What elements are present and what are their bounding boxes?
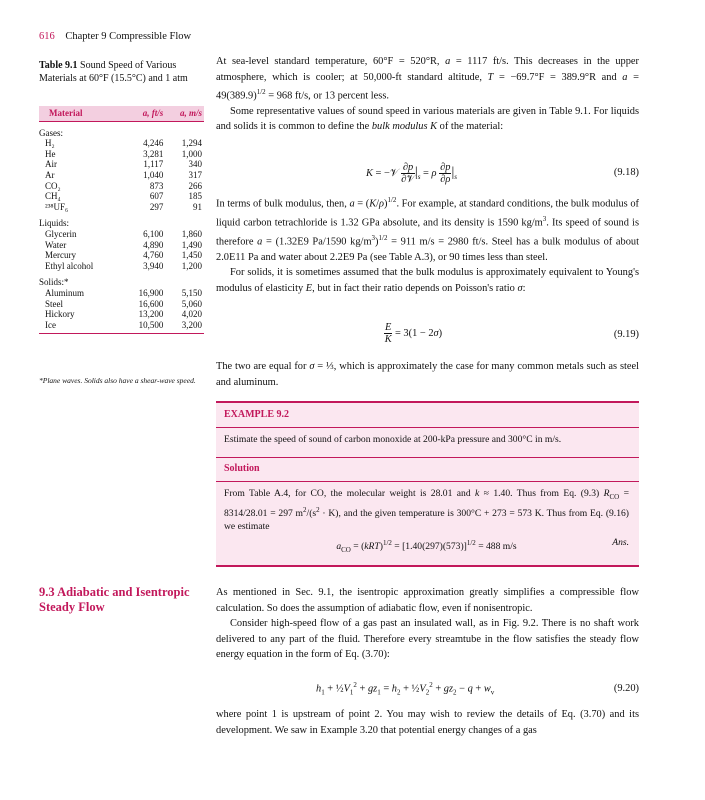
material-name: H₂ — [45, 138, 55, 149]
speed-ft-s: 4,760 — [143, 250, 164, 261]
material-name: Hickory — [45, 309, 75, 320]
speed-m-s: 185 — [188, 191, 202, 202]
para-5: The two are equal for σ = ⅓, which is approximately the case for many common metals such as steel and aluminum. — [216, 361, 639, 388]
paragraph-8 — [216, 707, 639, 738]
table-row — [39, 149, 204, 160]
table-row — [39, 320, 204, 334]
example-label-rule — [216, 427, 639, 428]
material-name: Aluminum — [45, 287, 85, 298]
speed-ft-s: 1,117 — [143, 159, 164, 170]
speed-m-s: 1,294 — [181, 138, 202, 149]
group-label: Solids:* — [39, 277, 69, 288]
group-label: Liquids: — [39, 218, 70, 229]
paragraph-1 — [216, 54, 639, 135]
table-row — [39, 240, 204, 251]
speed-m-s: 266 — [188, 180, 202, 191]
solution-label-rule — [216, 481, 639, 482]
section-title: Adiabatic and Isentropic Steady Flow — [39, 585, 190, 614]
table-row — [39, 159, 204, 170]
speed-m-s: 1,490 — [181, 239, 202, 250]
speed-m-s: 5,060 — [181, 298, 202, 309]
equation-9-20: $h_1$ + $\frac{1}{2}V_1^2 + gz_1 = h_2$ + $\frac{1}{2}V_2^2 + gz_2 - q + w_v$ (9.20) — [316, 681, 639, 697]
eq-9-18-number: (9.18) — [613, 167, 639, 178]
speed-ft-s: 1,040 — [143, 169, 164, 180]
speed-m-s: 1,860 — [181, 228, 202, 239]
paragraph-6 — [216, 585, 639, 663]
para-8: where point 1 is upstream of point 2. You may wish to review the details of Eq. (3.70) and its development. We saw in Example 3.20 that potential energy changes of a gas — [216, 709, 639, 736]
table-row — [39, 170, 204, 181]
speed-m-s: 340 — [188, 159, 202, 170]
material-name: CO₂ — [45, 180, 61, 191]
material-name: Ar — [45, 169, 55, 180]
col-m-s: a, m/s — [165, 106, 204, 121]
speed-ft-s: 297 — [149, 201, 164, 212]
table-footnote: *Plane waves. Solids also have a shear-wave speed. — [39, 376, 196, 385]
speed-m-s: 5,150 — [181, 287, 202, 298]
speed-ft-s: 3,281 — [143, 148, 164, 159]
speed-m-s: 91 — [193, 201, 202, 212]
answer-mark: Ans. — [612, 537, 629, 548]
sound-speed-table — [39, 106, 204, 334]
speed-m-s: 1,000 — [181, 148, 202, 159]
table-group-row — [39, 121, 204, 138]
material-name: Ice — [39, 320, 123, 334]
table-row — [39, 138, 204, 149]
speed-ft-s: 873 — [149, 180, 164, 191]
para-3: In terms of bulk modulus, then, $a = (K/\rho)^{1/2}$. For example, at standard conditions, the bulk modulus of liquid carbon tetrachloride is 1.32 GPa absolute, and its density is 1590 $kg/m^3$. Its speed of sound is therefore a = (1.32E9 Pa/1590 $kg/m^3)^{1/2} = 911$ m/s = 2980 ft/s. Steel has a bulk modulus of about 2.0E11 Pa and water about 2.2E9 Pa (see Table A.3), or 90 times less than steel. — [216, 196, 640, 263]
table-row — [39, 191, 204, 202]
material-name: Air — [45, 159, 57, 170]
paragraph-3 — [216, 193, 639, 296]
table-header-row — [39, 106, 204, 121]
speed-ft-s: 10,500 — [123, 320, 166, 334]
material-name: Steel — [45, 298, 63, 309]
col-ft-s: a, ft/s — [123, 106, 166, 121]
para-2: Some representative values of sound speed in various materials are given in Table 9.1. For liquids and solids it is common to define the bulk modulus K of the material: — [216, 105, 639, 133]
section-heading — [39, 585, 199, 615]
solution-label: Solution — [224, 463, 260, 474]
example-top-rule — [216, 401, 639, 403]
table-caption — [39, 60, 204, 85]
table-row — [39, 309, 204, 320]
table-row — [39, 250, 204, 261]
page-number: 616 — [39, 31, 55, 42]
speed-ft-s: 4,246 — [143, 138, 164, 149]
table-caption-text: Sound Speed of Various Materials at 60°F (15.5°C) and 1 atm — [39, 60, 188, 84]
chapter-title: Chapter 9 Compressible Flow — [65, 31, 192, 42]
para-7: Consider high-speed flow of a gas past an insulated wall, as in Fig. 9.2. There is no shaft work delivered to any part of the fluid. Therefore every streamtube in the flow satisfies the steady flow energy equation in the form of Eq. (3.70): — [216, 618, 639, 660]
speed-m-s: 3,200 — [165, 320, 204, 334]
table-row — [39, 261, 204, 272]
table-row — [39, 181, 204, 192]
speed-m-s: 1,450 — [181, 250, 202, 261]
eq-9-20-number: (9.20) — [613, 683, 639, 694]
example-bottom-rule — [216, 565, 639, 567]
material-name: ²³⁸UF₆ — [45, 201, 69, 212]
table-row — [39, 288, 204, 299]
material-name: Mercury — [45, 250, 76, 261]
example-box — [216, 401, 639, 567]
example-label: EXAMPLE 9.2 — [224, 409, 289, 420]
speed-m-s: 1,200 — [181, 260, 202, 271]
table-group-row — [39, 212, 204, 229]
material-name: CH₄ — [45, 191, 61, 202]
para-4: For solids, it is sometimes assumed that the bulk modulus is approximately equivalent to Young's modulus of elasticity E, but in fact their ratio depends on Poisson's ratio σ: — [216, 267, 639, 294]
table-group-row — [39, 271, 204, 288]
speed-m-s: 317 — [188, 169, 202, 180]
table-row — [39, 229, 204, 240]
solution-top-rule — [216, 457, 639, 458]
equation-9-19: $\frac{E}{K}$ = 3(1 − 2σ) (9.19) — [384, 322, 639, 345]
speed-ft-s: 607 — [149, 191, 164, 202]
paragraph-5 — [216, 359, 639, 390]
table-body — [39, 121, 204, 334]
example-solution: From Table A.4, for CO, the molecular weight is 28.01 and k ≈ 1.40. Thus from Eq. (9.3) $R_{CO} = 8314/28.01 = 297$ $m^2/(s^2 \cdot K)$, and the given temperature is 300°C + 273 = 573 K. Thus from Eq. (9.16) we estimate — [224, 488, 629, 532]
material-name: He — [45, 148, 56, 159]
para-6: As mentioned in Sec. 9.1, the isentropic approximation greatly simplifies a compressible flow calculation. So does the assumption of adiabatic flow, even if nonisentropic. — [216, 587, 639, 614]
example-problem: Estimate the speed of sound of carbon monoxide at 200-kPa pressure and 300°C in m/s. — [224, 434, 562, 445]
material-name: Glycerin — [45, 228, 77, 239]
speed-ft-s: 13,200 — [138, 309, 164, 320]
eq-9-19-number: (9.19) — [613, 329, 639, 340]
col-material: Material — [39, 106, 123, 121]
section-number: 9.3 — [39, 585, 55, 599]
example-result: $a_{CO} = (kRT)^{1/2} = [1.40(297)(573)]^{1/2} = 488$ m/s — [336, 539, 517, 555]
table-row — [39, 202, 204, 213]
para-1: At sea-level standard temperature, 60°F = 520°R, a = 1117 ft/s. This decreases in the upper atmosphere, which is cooler; at 50,000-ft standard altitude, T = −69.7°F = 389.9°R and $a = 49(389.9)^{1/2} = 968$ ft/s, or 13 percent less. — [216, 56, 639, 102]
material-name: Water — [45, 239, 67, 250]
page-header — [39, 31, 191, 42]
speed-ft-s: 16,900 — [138, 287, 164, 298]
speed-ft-s: 3,940 — [143, 260, 164, 271]
equation-9-18: K = −𝒱 $\frac{\partial p}{\text{∂𝒱}}$ $|_s = \rho$ $\frac{\partial p}{\partial\rho}$ $|_s$ (9.18) — [366, 162, 639, 185]
table-row — [39, 299, 204, 310]
speed-ft-s: 16,600 — [138, 298, 164, 309]
table-label: Table 9.1 — [39, 60, 78, 71]
speed-m-s: 4,020 — [181, 309, 202, 320]
speed-ft-s: 4,890 — [143, 239, 164, 250]
material-name: Ethyl alcohol — [45, 260, 94, 271]
group-label: Gases: — [39, 127, 63, 138]
speed-ft-s: 6,100 — [143, 228, 164, 239]
